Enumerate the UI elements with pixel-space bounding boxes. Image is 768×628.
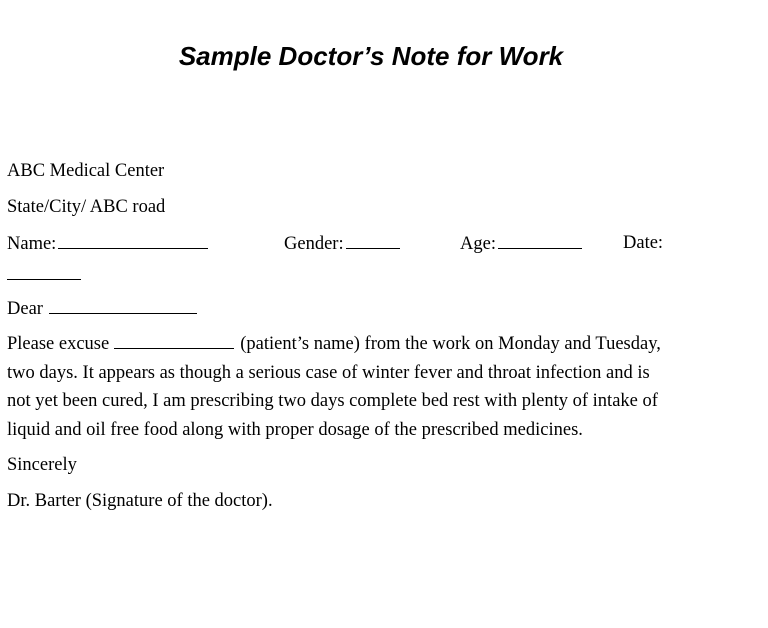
- age-field: [460, 231, 582, 256]
- clinic-name: ABC Medical Center: [7, 161, 165, 181]
- patient-name-blank: [114, 331, 234, 349]
- body-line-1-end: (patient’s name) from the work on Monday and Tuesday,: [240, 334, 661, 354]
- gender-label: Gender:: [284, 234, 344, 254]
- date-label: Date:: [623, 233, 664, 253]
- recipient-blank: [49, 296, 197, 314]
- name-label: Name:: [7, 234, 57, 254]
- gender-blank: [346, 231, 400, 249]
- body-line-4: liquid and oil free food along with proper dosage of the prescribed medicines.: [7, 420, 583, 441]
- salutation: [7, 296, 197, 321]
- salutation-text: Dear: [7, 299, 43, 319]
- clinic-address: State/City/ ABC road: [7, 197, 166, 217]
- name-blank: [58, 231, 208, 249]
- body-line-3: not yet been cured, I am prescribing two days complete bed rest with plenty of intake of: [7, 391, 658, 412]
- page-title: Sample Doctor’s Note for Work: [178, 41, 564, 71]
- date-field: [623, 231, 663, 255]
- body-line-2: two days. It appears as though a serious case of winter fever and throat infection and is: [7, 362, 650, 383]
- age-blank: [498, 231, 582, 249]
- body-line-1: [7, 330, 747, 359]
- gender-field: [284, 231, 400, 256]
- age-label: Age:: [460, 234, 496, 254]
- body-line-1-start: Please excuse: [7, 334, 110, 354]
- name-field: [7, 231, 208, 256]
- body-paragraph: [7, 330, 747, 445]
- closing: Sincerely: [7, 455, 77, 475]
- signature-line: Dr. Barter (Signature of the doctor).: [7, 491, 273, 511]
- date-blank: [7, 262, 81, 280]
